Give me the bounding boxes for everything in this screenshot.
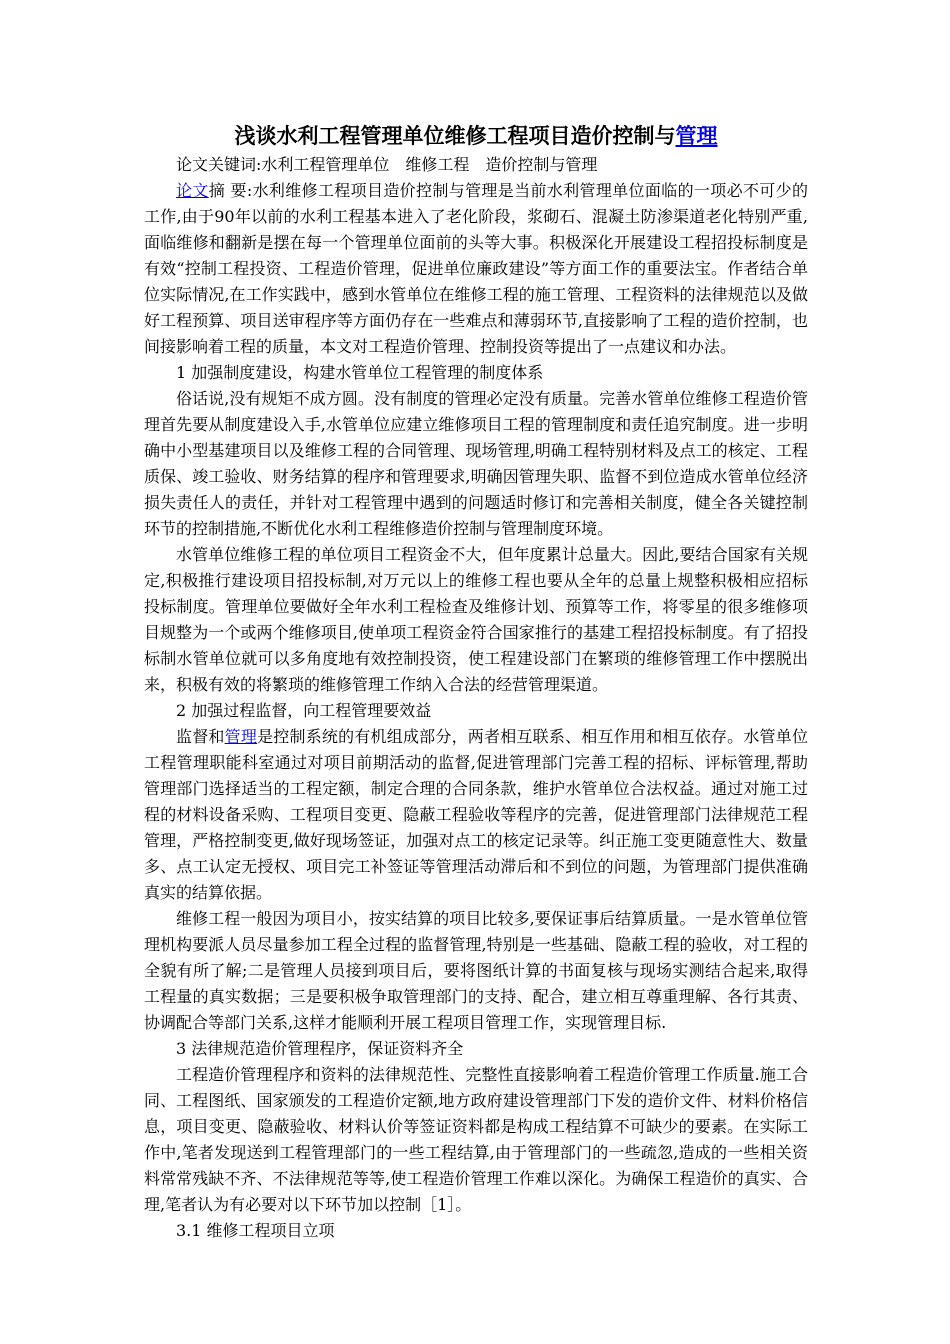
abstract-link[interactable]: 论文 <box>176 181 209 200</box>
document-title <box>144 120 808 152</box>
abstract-paragraph <box>144 178 808 360</box>
section-1-paragraph-2: 水管单位维修工程的单位项目工程资金不大，但年度累计总量大。因此,要结合国家有关规定,积极推行建设项目招投标制,对万元以上的维修工程也要从全年的总量上规整积极相应招标投标制度。管理单位要做好全年水利工程检查及维修计划、预算等工作，将零星的很多维修项目规整为一个或两个维修项目,使单项工程资金符合国家推行的基建工程招投标制度。有了招投标制水管单位就可以多角度地有效控制投资，使工程建设部门在繁琐的维修管理工作中摆脱出来，积极有效的将繁琐的维修管理工作纳入合法的经营管理渠道。 <box>144 545 808 694</box>
section-2-p1-before: 监督和 <box>176 727 225 746</box>
abstract-text: 摘 要:水利维修工程项目造价控制与管理是当前水利管理单位面临的一项必不可少的工作,由于90年以前的水利工程基本进入了老化阶段，浆砌石、混凝土防渗渠道老化特别严重,面临维修和翻新是摆在每一个管理单位面前的头等大事。积极深化开展建设工程招投标制度是有效“控制工程投资、工程造价管理，促进单位廉政建设”等方面工作的重要法宝。作者结合单位实际情况,在工作实践中，感到水管单位在维修工程的施工管理、工程资料的法律规范以及做好工程预算、项目送审程序等方面仍存在一些难点和薄弱环节,直接影响了工程的造价控制，也间接影响着工程的质量，本文对工程造价管理、控制投资等提出了一点建议和办法。 <box>144 181 808 356</box>
title-link[interactable]: 管理 <box>675 124 718 148</box>
title-text: 浅谈水利工程管理单位维修工程项目造价控制与 <box>234 124 676 148</box>
document-page <box>144 120 808 1244</box>
keywords-line: 论文关键词:水利工程管理单位 维修工程 造价控制与管理 <box>176 155 598 174</box>
management-link[interactable]: 管理 <box>224 727 258 746</box>
section-1-heading: 1 加强制度建设，构建水管单位工程管理的制度体系 <box>176 363 544 382</box>
section-2-paragraph-2: 维修工程一般因为项目小，按实结算的项目比较多,要保证事后结算质量。一是水管单位管理机构要派人员尽量参加工程全过程的监督管理,特别是一些基础、隐蔽工程的验收，对工程的全貌有所了解;二是管理人员接到项目后，要将图纸计算的书面复核与现场实测结合起来,取得工程量的真实数据；三是要积极争取管理部门的支持、配合，建立相互尊重理解、各行其责、协调配合等部门关系,这样才能顺利开展工程项目管理工作，实现管理目标. <box>144 909 808 1032</box>
section-2-heading: 2 加强过程监督，向工程管理要效益 <box>176 701 432 720</box>
section-1-paragraph-1: 俗话说,没有规矩不成方圆。没有制度的管理必定没有质量。完善水管单位维修工程造价管理首先要从制度建设入手,水管单位应建立维修项目工程的管理制度和责任追究制度。进一步明确中小型基建项目以及维修工程的合同管理、现场管理,明确工程特别材料及点工的核定、工程质保、竣工验收、财务结算的程序和管理要求,明确因管理失职、监督不到位造成水管单位经济损失责任人的责任，并针对工程管理中遇到的问题适时修订和完善相关制度，健全各关键控制环节的控制措施,不断优化水利工程维修造价控制与管理制度环境。 <box>144 389 808 538</box>
section-2-p1-after: 是控制系统的有机组成部分，两者相互联系、相互作用和相互依存。水管单位工程管理职能科室通过对项目前期活动的监督,促进管理部门完善工程的招标、评标管理,帮助管理部门选择适当的工程定额，制定合理的合同条款，维护水管单位合法权益。通过对施工过程的材料设备采购、工程项目变更、隐蔽工程验收等程序的完善，促进管理部门法律规范工程管理，严格控制变更,做好现场签证，加强对点工的核定记录等。纠正施工变更随意性大、数量多、点工认定无授权、项目完工补签证等管理活动滞后和不到位的问题，为管理部门提供准确真实的结算依据。 <box>144 727 808 902</box>
section-3-paragraph-1: 工程造价管理程序和资料的法律规范性、完整性直接影响着工程造价管理工作质量.施工合同、工程图纸、国家颁发的工程造价定额,地方政府建设管理部门下发的造价文件、材料价格信息，项目变更、隐蔽验收、材料认价等签证资料都是构成工程结算不可缺少的要素。在实际工作中,笔者发现送到工程管理部门的一些工程结算,由于管理部门的一些疏忽,造成的一些相关资料常常残缺不齐、不法律规范等等,使工程造价管理工作难以深化。为确保工程造价的真实、合理,笔者认为有必要对以下环节加以控制［1］。 <box>144 1065 808 1214</box>
section-2-paragraph-1 <box>144 724 808 906</box>
section-3-heading: 3 法律规范造价管理程序，保证资料齐全 <box>176 1039 464 1058</box>
section-3-1-heading: 3.1 维修工程项目立项 <box>176 1221 335 1240</box>
